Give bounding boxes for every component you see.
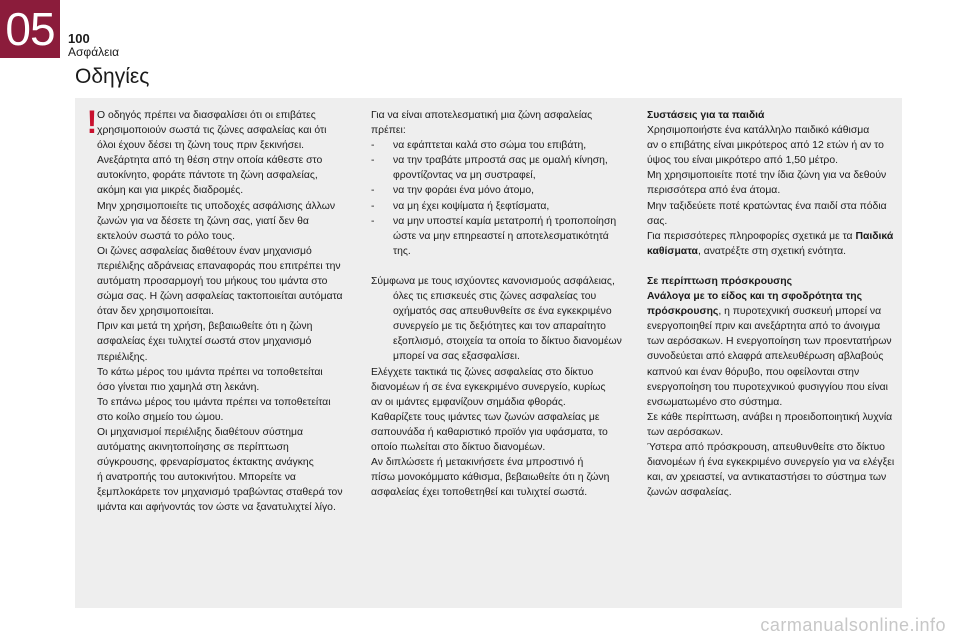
text-line: ή ανατροπής του αυτοκινήτου. Μπορείτε να [97, 472, 296, 484]
text-line: ζωνών ασφαλείας. [647, 487, 732, 499]
text-line: Οι ζώνες ασφαλείας διαθέτουν έναν μηχανισμό [97, 245, 312, 257]
chapter-badge: 05 [0, 0, 60, 58]
text-line: των αερόσακων. Η ενεργοποίηση των προεντατήρων [647, 336, 892, 348]
list-item-line: - να μην υποστεί καμία μετατροπή ή τροποποίηση [393, 215, 617, 227]
children-heading: Συστάσεις για τα παιδιά [647, 110, 765, 121]
text-line: συνεργείο με τις δεξιότητες και τον απαραίτητο [393, 321, 606, 333]
list-item-line: - να την τραβάτε μπροστά σας με ομαλή κίνηση, [393, 155, 608, 167]
text-line: και, αν χρειαστεί, να αντικαταστήσει το σύστημα των [647, 472, 887, 484]
text-line: Ανεξάρτητα από τη θέση στην οποία κάθεστε στο [97, 155, 323, 167]
text-line: Μην χρησιμοποιείτε τις υποδοχές ασφάλισης άλλων [97, 200, 336, 212]
list-item [371, 214, 629, 259]
text-line: αυτόματης ακινητοποίησης σε περίπτωση [97, 442, 289, 454]
text-line: ζωνών για να δέσετε τη ζώνη σας, γιατί δεν θα [97, 215, 309, 227]
text-line: οχήματός σας απευθυνθείτε σε ένα εγκεκριμένο [393, 306, 612, 318]
text-line: αυτοκίνητο, φοράτε πάντοτε τη ζώνη ασφαλείας, [97, 170, 318, 182]
text-line: ακόμη και για μικρές διαδρομές. [97, 185, 244, 197]
text-line: όλοι έχουν δέσει τη ζώνη τους πριν ξεκινήσει. [97, 140, 305, 152]
text-line: ασφαλείας έχει τυλιχτεί σωστά στον μηχανισμό [97, 336, 312, 348]
text-line: Καθαρίζετε τους ιμάντες των ζωνών ασφαλείας με [371, 411, 600, 423]
intro-line: Για να είναι αποτελεσματική μια ζώνη ασφαλείας [371, 110, 593, 121]
text-line: πίσω μονοκόμματο κάθισμα, βεβαιωθείτε ότι η ζώνη [371, 472, 610, 484]
text-line: Αν διπλώσετε ή μετακινήσετε ένα μπροστινό ή [371, 457, 584, 469]
list-item-line: - να την φοράει ένα μόνο άτομο, [393, 185, 535, 197]
requirements-list [371, 138, 629, 259]
crash-first-line: πρόσκρουσης, η πυροτεχνική συσκευή μπορεί να [647, 306, 882, 318]
text-line: ενεργοποιηθεί πριν και ανεξάρτητα από το άνοιγμα [647, 321, 881, 333]
text-line: Πριν και μετά τη χρήση, βεβαιωθείτε ότι η ζώνη [97, 321, 313, 333]
crash-heading: Σε περίπτωση πρόσκρουσης [647, 275, 792, 287]
left-column [97, 108, 355, 516]
text-line: Σύμφωνα με τους ισχύοντες κανονισμούς ασφάλειας, [371, 275, 615, 287]
text-line: σώμα σας. Η ζώνη ασφαλείας τακτοποιείται αυτόματα [97, 291, 343, 303]
list-item [371, 199, 629, 214]
text-line: διανομέων ή σε ένα εγκεκριμένο συνεργείο, κυρίως [371, 381, 606, 393]
crash-heading: Ανάλογα με το είδος και τη σφοδρότητα της [647, 291, 863, 303]
text-line: των αερόσακων. [647, 426, 724, 438]
text-line: περισσότερα από ένα άτομα. [647, 185, 781, 197]
text-line: καπνού και έναν θόρυβο, που οφείλονται στην [647, 366, 860, 378]
more-info-line: καθίσματα, ανατρέξτε στη σχετική ενότητα. [647, 245, 846, 257]
section-name: Ασφάλεια [68, 45, 120, 59]
maintenance-paragraph [371, 365, 629, 501]
text-line: συνοδεύεται από ελαφρά απελευθέρωση αβλαβούς [647, 351, 884, 363]
text-line: οποίο πωλείται στο δίκτυο διανομέων. [371, 441, 546, 453]
text-line: όλες τις επισκευές στις ζώνες ασφαλείας του [393, 291, 597, 303]
text-line: Μην ταξιδεύετε ποτέ κρατώντας ένα παιδί στα πόδια [647, 200, 887, 212]
text-line: Χρησιμοποιήστε ένα κατάλληλο παιδικό κάθισμα [647, 125, 870, 137]
text-line: ασφαλείας έχει τοποθετηθεί και τυλιχτεί σωστά. [371, 487, 588, 499]
text-line: ξεμπλοκάρετε τον μηχανισμό τραβώντας σταθερά τον [97, 487, 343, 499]
text-line: μπορεί να σας εξασφαλίσει. [393, 351, 520, 363]
text-line: Ελέγχετε τακτικά τις ζώνες ασφαλείας στο δίκτυο [371, 366, 594, 378]
text-line: όσο γίνεται πιο χαμηλά στη λεκάνη. [97, 381, 260, 393]
text-line: διανομέων ή ένα εγκεκριμένο συνεργείο για να ελέγξει [647, 457, 895, 469]
text-line: σας. [647, 215, 668, 227]
text-line: στο κοίλο σημείο του ώμου. [97, 411, 224, 423]
list-item-line: - να εφάπτεται καλά στο σώμα του επιβάτη, [393, 140, 587, 152]
list-item-line: της. [393, 245, 411, 257]
text-line: ιμάντα και αφήνοντάς τον ώστε να ξανατυλιχτεί λίγο. [97, 502, 336, 514]
text-line: ύψος του είναι μικρότερο από 1,50 μέτρο. [647, 155, 839, 167]
text-line: Το επάνω μέρος του ιμάντα πρέπει να τοποθετείται [97, 396, 331, 408]
intro-line: πρέπει: [371, 125, 406, 137]
exclamation-icon: ! [86, 104, 98, 140]
text-line: ενσωματωμένο στο σύστημα. [647, 396, 783, 408]
text-line: Ύστερα από πρόσκρουση, απευθυνθείτε στο δίκτυο [647, 441, 885, 453]
list-item-line: - να μη έχει κοψίματα ή ξεφτίσματα, [393, 200, 550, 212]
text-line: σαπουνάδα ή καθαριστικό προϊόν για υφάσματα, το [371, 426, 608, 438]
text-line: εξοπλισμό, στοιχεία τα οποία το δίκτυο διανομέων [393, 336, 622, 348]
list-item [371, 138, 629, 153]
text-line: περιέλιξης αδράνειας επαναφοράς που επιτρέπει την [97, 260, 341, 272]
text-line: αυτόματη προσαρμογή του μήκους του ιμάντα στο [97, 276, 328, 288]
text-line: Μη χρησιμοποιείτε ποτέ την ίδια ζώνη για να δεθούν [647, 170, 887, 182]
list-item [371, 153, 629, 183]
right-column [647, 108, 899, 500]
text-line: όταν δεν χρησιμοποιείται. [97, 306, 214, 318]
list-item-line: φροντίζοντας να μη συστραφεί, [393, 170, 536, 182]
list-item [371, 183, 629, 198]
text-line: εκτελούν σωστά το ρόλο τους. [97, 230, 236, 242]
text-line: αν οι ιμάντες εμφανίζουν σημάδια φθοράς. [371, 396, 566, 408]
crash-paragraph [647, 319, 899, 500]
more-info-line: Για περισσότερες πληροφορίες σχετικά με τα Παιδικά [647, 230, 894, 242]
text-line: περιέλιξης. [97, 351, 148, 363]
page-number: 100 [68, 31, 90, 46]
text-line: Ο οδηγός πρέπει να διασφαλίσει ότι οι επιβάτες [97, 110, 316, 121]
text-line: χρησιμοποιούν σωστά τις ζώνες ασφαλείας και ότι [97, 125, 327, 137]
text-line: ενεργοποίηση του πυροτεχνικού φυσιγγίου που είναι [647, 381, 888, 393]
text-line: Οι μηχανισμοί περιέλιξης διαθέτουν σύστημα [97, 426, 303, 438]
watermark: carmanualsonline.info [760, 615, 946, 635]
children-paragraph [647, 123, 899, 229]
child-seats-link-text: Παιδικά [855, 230, 894, 242]
list-item-line: ώστε να μην επηρεαστεί η αποτελεσματικότητά [393, 230, 609, 242]
page-title: Οδηγίες [75, 65, 150, 88]
text-line: αν ο επιβάτης είναι μικρότερος από 12 ετών ή αν το [647, 140, 884, 152]
middle-column [371, 108, 629, 500]
text-line: σύγκρουσης, φρεναρίσματος έκτακτης ανάγκης [97, 457, 314, 469]
text-line: Το κάτω μέρος του ιμάντα πρέπει να τοποθετείται [97, 366, 323, 378]
compliance-paragraph [371, 274, 629, 365]
text-line: Σε κάθε περίπτωση, ανάβει η προειδοποιητική λυχνία [647, 411, 893, 423]
